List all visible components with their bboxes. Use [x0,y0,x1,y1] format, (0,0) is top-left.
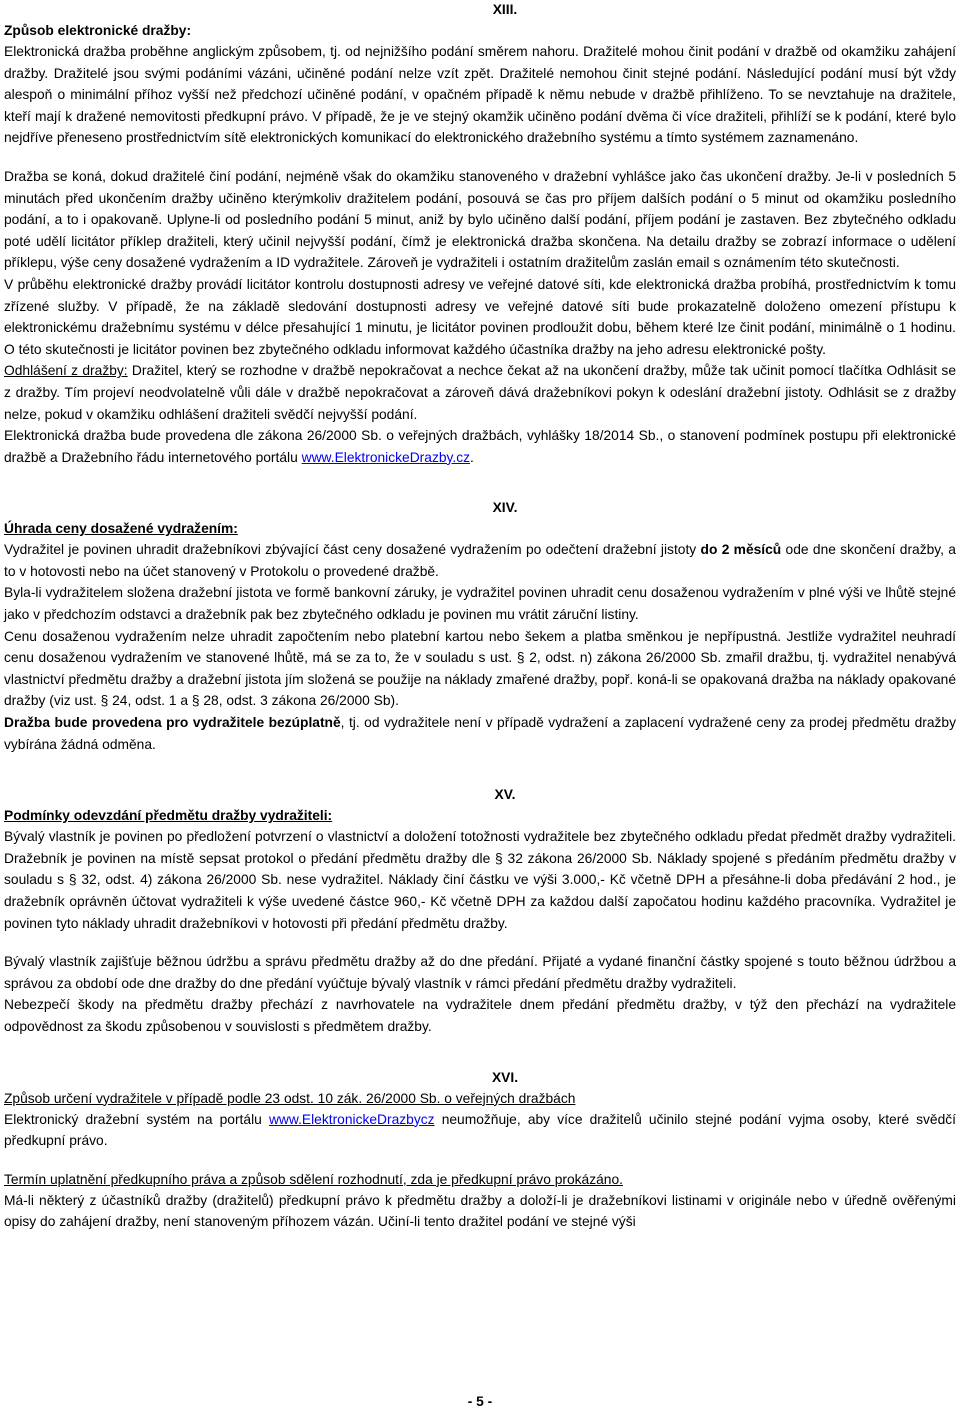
paragraph: V průběhu elektronické dražby provádí licitátor kontrolu dostupnosti adresy ve veřejné datové síti, kde elektronická dražba probíhá, prostřednictvím k tomu zřízené služby. V případě, že na základě sledování dostupnosti adresy ve veřejné datové síti bude prokazatelně doloženo omezení přístupu k elektronickému dražebnímu systému v délce přesahující 1 minutu, je licitátor povinen prodloužit dobu, během které lze činit podání, minimálně o 1 hodinu. O této skutečnosti je licitátor povinen bez zbytečného odkladu informovat každého účastníka dražby na jeho adresu elektronické pošty. [4,276,956,357]
section-heading-xvi: Způsob určení vydražitele v případě podle 23 odst. 10 zák. 26/2000 Sb. o veřejných dražbách [4,1090,576,1106]
page-number: - 5 - [467,1394,493,1409]
paragraph: Dražba se koná, dokud dražitelé činí podání, nejméně však do okamžiku stanoveného v dražební vyhlášce jako čas ukončení dražby. Je-li v posledních 5 minutách před ukončením dražby učiněno kterýmkoliv dražitelem podání, posouvá se čas pro příjem dalších podání o 5 minut od okamžiku posledního podání, a to i opakovaně. Uplyne-li od posledního podání 5 minut, aniž by bylo učiněno další podání, příjem podání je zastaven. Bez zbytečného odkladu poté udělí licitátor příklep dražiteli, který učinil nejvyšší podání, čímž je elektronická dražba skončena. Na detailu dražby se zobrazí informace o udělení příklepu, výše ceny dosažené vydražením a ID vydražitele. Zároveň je vydražiteli i ostatním dražitelům zaslán email s oznámením této skutečnosti. [4,168,956,271]
paragraph: Vydražitel je povinen uhradit dražebníkovi zbývající část ceny dosažené vydražením po odečtení dražební jistoty do 2 měsíců ode dne skončení dražby, a to v hotovosti nebo na účet stanovený v Protokolu o provedené dražbě. [4,542,956,579]
inline-label: Odhlášení z dražby: [4,363,128,379]
paragraph: Nebezpečí škody na předmětu dražby přechází z navrhovatele na vydražitele dnem předání předmětu dražby, v týž den přechází na vydražitele odpovědnost za škodu způsobenou v souvislosti s předmětem dražby. [4,997,956,1034]
paragraph: Elektronická dražba bude provedena dle zákona 26/2000 Sb. o veřejných dražbách, vyhlášky 18/2014 Sb., o stanovení podmínek postupu při elektronické dražbě a Dražebního řádu internetového portálu www.ElektronickeDrazby.cz. [4,428,956,465]
subheading-preemption: Termín uplatnění předkupního práva a způsob sdělení rozhodnutí, zda je předkupní právo prokázáno. [4,1171,623,1187]
paragraph: Odhlášení z dražby: Dražitel, který se rozhodne v dražbě nepokračovat a nechce čekat až na ukončení dražby, může tak učinit pomocí tlačítka Odhlásit se z dražby. Tím projeví neodvolatelně vůli dále v dražbě nepokračovat a zároveň dává dražebníkovi pokyn k odeslání dražební jistoty. Odhlásit se z dražby nelze, pokud v okamžiku odhlášení dražiteli svědčí nejvyšší podání. [4,363,956,422]
paragraph: Má-li některý z účastníků dražby (dražitelů) předkupní právo k předmětu dražby a doloží-li je dražebníkovi listinami v originále nebo v úředně ověřenými opisy do zahájení dražby, není stanoveným příhozem vázán. Učiní-li tento dražitel podání ve stejné výši [4,1192,956,1230]
bold-text: Dražba bude provedena pro vydražitele bezúplatně [4,715,341,731]
section-heading-xiii: Způsob elektronické dražby: [4,23,192,38]
paragraph: Cenu dosaženou vydražením nelze uhradit započtením nebo platební kartou nebo šekem a platba směnkou je nepřípustná. Jestliže vydražitel neuhradí cenu dosaženou vydražením ve stanovené lhůtě, má se za to, že v souladu s ust. § 2, odst. n) zákona 26/2000 Sb. zmařil dražbu, tj. vydražitel nenabývá vlastnictví předmětu dražby a dražební jistota jím složená se použije na náklady zmařené dražby, popř. koná-li se opakovaná dražba na náklady opakované dražby (viz ust. § 24, odst. 1 a § 28, odst. 3 zákona 26/2000 Sb). [4,628,956,709]
paragraph: Bývalý vlastník zajišťuje běžnou údržbu a správu předmětu dražby až do dne předání. Přijaté a vydané finanční částky spojené s touto běžnou údržbou a správou za období ode dne dražby do dne předání vyúčtuje bývalý vlastník v rámci předání předmětu dražby vydražiteli. [4,954,956,991]
paragraph: Elektronická dražba proběhne anglickým způsobem, tj. od nejnižšího podání směrem nahoru. Dražitelé mohou činit podání v dražbě od okamžiku zahájení dražby. Dražitelé jsou svými podáními vázáni, učiněné podání nelze vzít zpět. Dražitelé nemohou činit stejné podání. Následující podání musí být vždy alespoň o minimální příhoz vyšší než předchozí učiněné podání, v opačném případě k němu nebude v dražbě přihlíženo. To se nevztahuje na dražitele, kteří mají k dražené nemovitosti předkupní právo. V případě, že je ve stejný okamžik učiněno podání dvěma či více dražiteli, přihlíží se k podání, které bylo nejdříve přeneseno prostřednictvím sítě elektronických komunikací do elektronického dražebního systému a tímto systémem zaznamenáno. [4,44,956,146]
paragraph: Byla-li vydražitelem složena dražební jistota ve formě bankovní záruky, je vydražitel povinen uhradit cenu dosaženou vydražením v plné výši ve lhůtě stejné jako v předchozím odstavci a dražebník pak bez zbytečného odkladu je povinen mu vrátit záruční listiny. [4,585,956,623]
bold-text: do 2 měsíců [700,542,782,558]
paragraph: Elektronický dražební systém na portálu www.ElektronickeDrazbycz neumožňuje, aby více dražitelů učinilo stejné podání vyjma osoby, které svědčí předkupní právo. [4,1111,956,1149]
section-number-xv: XV. [494,787,516,803]
section-heading-xv: Podmínky odevzdání předmětu dražby vydražiteli: [4,808,333,824]
section-number-xiii: XIII. [492,2,518,17]
portal-link[interactable]: www.ElektronickeDrazby.cz [301,449,471,465]
section-heading-xiv: Úhrada ceny dosažené vydražením: [4,521,238,537]
portal-link[interactable]: www.ElektronickeDrazbycz [268,1111,435,1127]
section-number-xvi: XVI. [491,1069,519,1085]
paragraph: Bývalý vlastník je povinen po předložení potvrzení o vlastnictví a doložení totožnosti vydražitele bez zbytečného odkladu předat předmět dražby vydražiteli. Dražebník je povinen na místě sepsat protokol o předání předmětu dražby dle § 32 zákona 26/2000 Sb. Náklady spojené s předáním předmětu dražby v souladu s § 32, odst. 4) zákona 26/2000 Sb. nese vydražitel. Náklady činí částku ve výši 3.000,- Kč včetně DPH a přesáhne-li doba předávání 2 hod., je dražebník oprávněn účtovat vydražiteli k výše uvedené částce 960,- Kč včetně DPH za každou další započatou hodinu každého pracovníka. Vydražitel je povinen tyto náklady uhradit dražebníkovi v hotovosti při předání předmětu dražby. [4,829,956,931]
paragraph: Dražba bude provedena pro vydražitele bezúplatně, tj. od vydražitele není v případě vydražení a zaplacení vydražené ceny za prodej předmětu dražby vybírána žádná odměna. [4,715,956,752]
section-number-xiv: XIV. [492,500,518,516]
document-page [4,0,956,1233]
